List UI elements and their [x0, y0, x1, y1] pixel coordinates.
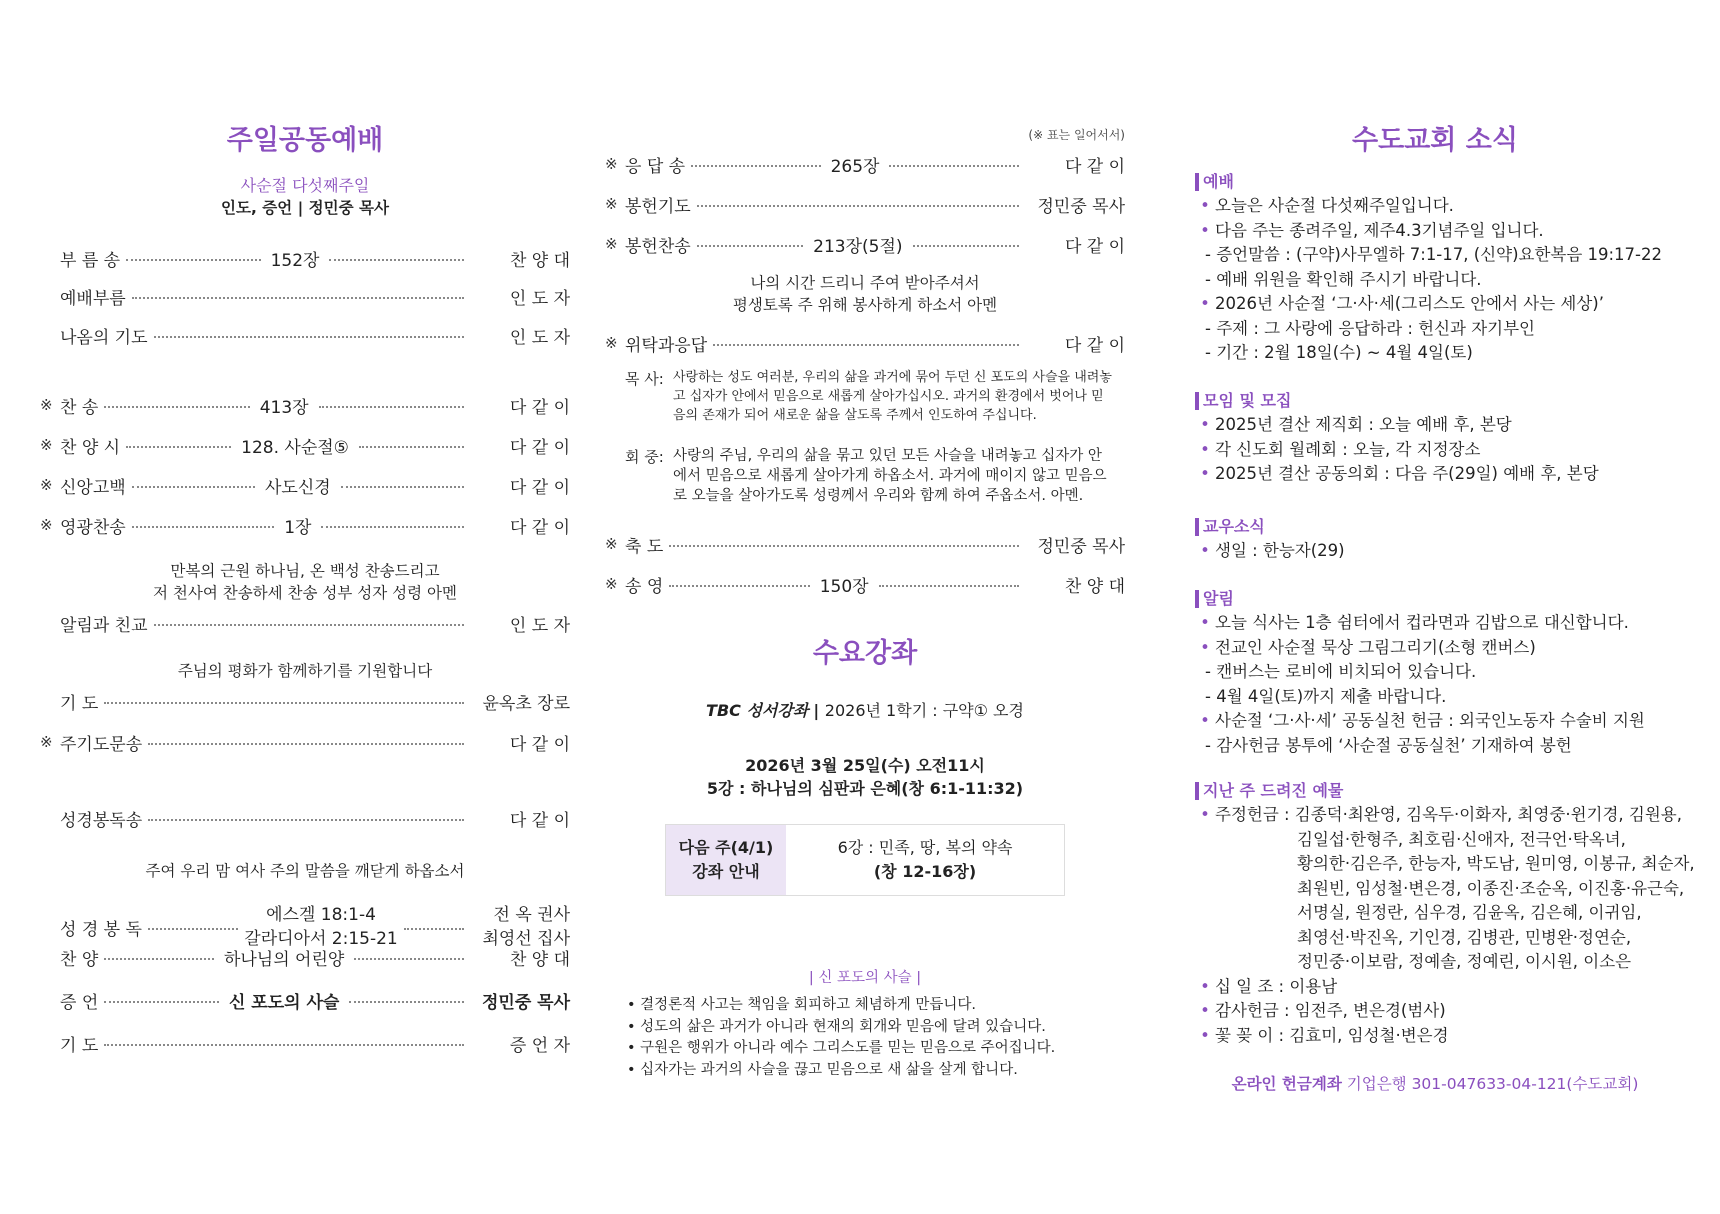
bullet-icon: • [1200, 1001, 1210, 1020]
order-row [605, 191, 1125, 217]
news-line [1195, 684, 1675, 709]
news-text: - 감사헌금 봉투에 ‘사순절 공동실천’ 기재하여 봉헌 [1205, 735, 1572, 755]
reading-reader-1: 전 옥 권사 [493, 905, 570, 925]
stand-mark: ※ [605, 195, 618, 213]
order-label: 기 도 [60, 693, 99, 714]
news-line [1195, 827, 1675, 852]
order-label: 축 도 [625, 536, 664, 557]
news-section-heading: 알림 [1195, 590, 1234, 608]
stand-mark: ※ [40, 516, 53, 534]
order-person: 증 언 자 [509, 1035, 570, 1056]
news-text: 전교인 사순절 묵상 그림그리기(소형 캔버스) [1215, 637, 1536, 657]
lecture-heading: TBC 성서강좌 | 2026년 1학기 : 구약① 오경 [706, 701, 1024, 720]
news-text: 꽃 꽂 이 : 김효미, 임성철·변은경 [1215, 1025, 1449, 1045]
scripture-prayer: 주여 우리 맘 여사 주의 말씀을 깨닫게 하옵소서 [145, 862, 465, 880]
news-line [1195, 851, 1695, 876]
bullet-icon: • [1200, 711, 1210, 730]
bullet-icon: • [1200, 294, 1210, 313]
stand-note: (※ 표는 일어서서) [1028, 128, 1125, 142]
news-line [1195, 708, 1675, 733]
news-line [1195, 802, 1682, 827]
news-text: 다음 주는 종려주일, 제주4.3기념주일 입니다. [1215, 220, 1544, 240]
news-line [1195, 316, 1675, 341]
order-row [40, 512, 570, 538]
news-text: 십 일 조 : 이용남 [1215, 976, 1338, 996]
order-row [40, 688, 570, 714]
news-text: - 기간 : 2월 18일(수) ~ 4월 4일(토) [1205, 343, 1473, 362]
bullet-icon: • [1200, 220, 1210, 240]
sermon-point: • 성도의 삶은 과거가 아니라 현재의 회개와 믿음에 달려 있습니다. [627, 1018, 1046, 1035]
news-text: 사순절 ‘그·사·세’ 공동실천 헌금 : 외국인노동자 수술비 지원 [1215, 711, 1645, 730]
order-label: 영광찬송 [60, 517, 126, 538]
lecture-date: 2026년 3월 25일(수) 오전11시 [745, 756, 985, 775]
order-label: 예배부름 [60, 288, 126, 309]
offering-line-2: 평생토록 주 위해 봉사하게 하소서 아멘 [732, 296, 998, 314]
news-text: 주정헌금 : 김종덕·최완영, 김옥두·이화자, 최영중·윈기경, 김원용, [1215, 805, 1682, 824]
sermon-box-title: | 신 포도의 사슬 | [808, 970, 922, 986]
news-text: - 증언말씀 : (구약)사무엘하 7:1-17, (신약)요한복음 19:17-22 [1205, 245, 1663, 264]
news-text: 2025년 결산 공동의회 : 다음 주(29일) 예배 후, 본당 [1215, 464, 1599, 483]
order-person: 다 같 이 [1064, 156, 1126, 177]
order-person: 정민중 목사 [1037, 536, 1125, 557]
order-row [40, 283, 570, 309]
order-row [40, 729, 570, 755]
gloria-line-2: 저 천사여 찬송하세 찬송 성부 성자 성령 아멘 [152, 584, 457, 602]
news-line [1195, 635, 1675, 660]
news-line [1195, 437, 1675, 462]
news-section-heading: 지난 주 드려진 예물 [1195, 782, 1343, 800]
stand-mark: ※ [40, 733, 53, 751]
reading-reader-2: 최영선 집사 [482, 929, 570, 949]
order-person: 인 도 자 [509, 288, 570, 309]
reading-ref-2: 갈라디아서 2:15-21 [244, 929, 398, 949]
order-person: 정민중 목사 [1037, 196, 1125, 217]
news-text: 최영선·박진옥, 기인경, 김병관, 민병완·정연순, [1297, 927, 1632, 947]
worship-leader: 인도, 증언 | 정민중 목사 [221, 199, 389, 217]
news-text: 오늘은 사순절 다섯째주일입니다. [1215, 196, 1454, 215]
news-line [1195, 925, 1675, 950]
order-label: 찬 양 시 [60, 437, 121, 458]
news-text: 정민중·이보람, 정예솔, 정예린, 이시원, 이소은 [1297, 952, 1632, 971]
news-section-heading: 예배 [1195, 173, 1234, 191]
news-text: 각 신도회 월례회 : 오늘, 각 지정장소 [1215, 439, 1481, 459]
order-label: 주기도문송 [60, 734, 143, 755]
account-value: 기업은행 301-047633-04-121(수도교회) [1346, 1075, 1639, 1093]
order-value: 213장(5절) [813, 236, 903, 257]
order-label: 증 언 [60, 992, 99, 1013]
lecture-topic: 5강 : 하나님의 심판과 은혜(창 6:1-11:32) [706, 779, 1024, 798]
news-section-heading: 교우소식 [1195, 518, 1265, 536]
news-text: 황의한·김은주, 한능자, 박도남, 원미영, 이봉규, 최순자, [1297, 854, 1695, 873]
order-value: 150장 [819, 576, 869, 597]
order-person: 다 같 이 [509, 517, 571, 538]
stand-mark: ※ [40, 436, 53, 454]
worship-subtitle: 사순절 다섯째주일 [240, 176, 370, 195]
pastor-label: 목 사: [625, 370, 664, 388]
order-row [40, 944, 570, 970]
stand-mark: ※ [605, 535, 618, 553]
news-line [1195, 461, 1675, 486]
news-line [1195, 340, 1675, 365]
news-title: 수도교회 소식 [1352, 125, 1518, 156]
stand-mark: ※ [605, 235, 618, 253]
news-line [1195, 949, 1675, 974]
congregation-label: 회 중: [625, 448, 664, 466]
congregation-text: 사랑의 주님, 우리의 삶을 묶고 있던 모든 사슬을 내려놓고 십자가 안에서 믿음으로 새롭게 살아가게 하옵소서. 과거에 매이지 않고 믿음으로 오늘을 살아가도록 성령께서 우리와 함께 하여 주옵소서. 아멘. [673, 448, 1107, 504]
order-row [40, 472, 570, 498]
account-label: 온라인 헌금계좌 [1231, 1075, 1342, 1093]
news-text: 서명실, 원정란, 심우경, 김윤옥, 김은혜, 이귀임, [1297, 903, 1642, 922]
news-text: 최원빈, 임성철·변은경, 이종진·조순옥, 이진홍·유근숙, [1297, 878, 1685, 898]
account-line [1195, 1072, 1675, 1094]
order-row [40, 610, 570, 636]
news-line [1195, 900, 1675, 925]
order-row [40, 245, 570, 271]
sermon-point: • 결정론적 사고는 책임을 회피하고 체념하게 만듭니다. [627, 997, 976, 1013]
order-person: 찬 양 대 [509, 949, 571, 970]
bullet-icon: • [1200, 976, 1210, 996]
peace-text: 주님의 평화가 함께하기를 기원합니다 [177, 662, 433, 680]
worship-title: 주일공동예배 [226, 125, 384, 156]
news-line [1195, 291, 1675, 316]
news-line [1195, 733, 1675, 758]
bullet-icon: • [1200, 805, 1210, 824]
news-line [1195, 610, 1675, 635]
gloria-line-1: 만복의 근원 하나님, 온 백성 찬송드리고 [170, 562, 440, 580]
order-person: 다 같 이 [509, 397, 570, 418]
order-value: 152장 [270, 250, 320, 271]
news-line [1195, 218, 1675, 243]
bullet-icon: • [1200, 439, 1210, 459]
order-person: 찬 양 대 [1064, 576, 1125, 597]
pastor-text: 사랑하는 성도 여러분, 우리의 삶을 과거에 묶어 두던 신 포도의 사슬을 내려놓고 십자가 안에서 믿음으로 새롭게 살아가십시오. 과거의 환경에서 벗어나 믿음의 존재가 되어 새로운 삶을 살도록 주께서 인도하여 주십니다. [673, 370, 1112, 423]
news-text: - 주제 : 그 사랑에 응답하라 : 헌신과 자기부인 [1205, 318, 1535, 338]
news-line [1195, 876, 1685, 901]
order-person: 정민중 목사 [481, 992, 570, 1013]
order-label: 부 름 송 [60, 250, 121, 271]
order-person: 다 같 이 [509, 734, 570, 755]
bullet-icon: • [1200, 415, 1210, 434]
commission-row: ※ 위탁과응답 다 같 이 [605, 330, 1125, 356]
order-row [40, 1030, 570, 1056]
next-lecture-topic: 6강 : 민족, 땅, 복의 약속 (창 12-16장) [837, 838, 1013, 881]
next-lecture-label: 다음 주(4/1) 강좌 안내 [666, 825, 786, 895]
order-person: 찬 양 대 [509, 250, 571, 271]
order-value: 128. 사순절⑤ [241, 437, 349, 458]
reading-label: 성 경 봉 독 [60, 919, 142, 940]
congregation-block [625, 446, 1115, 506]
next-lecture-box [665, 824, 1065, 896]
news-section-heading: 모임 및 모집 [1195, 392, 1291, 410]
news-text: - 4월 4일(토)까지 제출 바랍니다. [1205, 686, 1447, 706]
order-row [40, 805, 570, 831]
news-line [1195, 242, 1675, 267]
sermon-point: • 십자가는 과거의 사슬을 끊고 믿음으로 새 삶을 살게 합니다. [627, 1061, 1018, 1078]
order-row [605, 571, 1125, 597]
commission-right: 다 같 이 [1064, 335, 1125, 356]
order-value: 265장 [830, 156, 880, 177]
order-value: 신 포도의 사슬 [228, 992, 340, 1013]
reading-ref-1: 에스겔 18:1-4 [266, 905, 376, 925]
order-label: 찬 송 [60, 397, 99, 418]
news-text: - 캔버스는 로비에 비치되어 있습니다. [1205, 662, 1477, 681]
order-label: 나옴의 기도 [60, 327, 148, 348]
order-row [605, 531, 1125, 557]
order-value: 1장 [284, 517, 312, 538]
stand-mark: ※ [605, 575, 618, 593]
bullet-icon: • [1200, 637, 1210, 657]
commission-label: 위탁과응답 [625, 335, 708, 356]
order-row [40, 392, 570, 418]
news-text: 김일섭·한형주, 최호림·신애자, 전극언·탁옥녀, [1297, 829, 1626, 849]
order-row [605, 231, 1125, 257]
order-person: 다 같 이 [509, 437, 570, 458]
offering-line-1: 나의 시간 드리니 주여 받아주셔서 [750, 274, 980, 292]
news-line [1195, 974, 1675, 999]
news-text: 오늘 식사는 1층 쉼터에서 컵라면과 김밥으로 대신합니다. [1215, 613, 1629, 632]
bullet-icon: • [1200, 464, 1210, 483]
order-label: 신앙고백 [60, 477, 126, 498]
news-text: 2026년 사순절 ‘그·사·세(그리스도 안에서 사는 세상)’ [1215, 294, 1604, 313]
bullet-icon: • [1200, 613, 1210, 632]
order-person: 인 도 자 [509, 327, 570, 348]
order-row [40, 987, 570, 1013]
news-line [1195, 998, 1675, 1023]
lecture-term: 2026년 1학기 : 구약① 오경 [824, 701, 1024, 720]
order-label: 응 답 송 [625, 156, 686, 177]
sermon-point: • 구원은 행위가 아니라 예수 그리스도를 믿는 믿음으로 주어집니다. [627, 1040, 1056, 1056]
order-value: 하나님의 어린양 [223, 949, 345, 970]
news-text: - 예배 위원을 확인해 주시기 바랍니다. [1205, 269, 1482, 289]
news-line [1195, 538, 1675, 563]
order-value: 413장 [259, 397, 309, 418]
sermon-points [627, 995, 1125, 1081]
news-line [1195, 412, 1675, 437]
order-row [40, 322, 570, 348]
bullet-icon: • [1200, 541, 1210, 560]
order-person: 윤옥초 장로 [482, 693, 570, 714]
order-label: 송 영 [625, 576, 664, 597]
news-line [1195, 267, 1675, 292]
bullet-icon: • [1200, 196, 1210, 215]
news-text: 감사헌금 : 임전주, 변은경(범사) [1215, 1001, 1446, 1020]
order-person: 다 같 이 [509, 810, 570, 831]
order-person: 인 도 자 [509, 615, 570, 636]
order-label: 성경봉독송 [60, 810, 143, 831]
order-label: 기 도 [60, 1035, 99, 1056]
order-row [40, 432, 570, 458]
lecture-brand: TBC 성서강좌 [706, 701, 809, 720]
order-person: 다 같 이 [1064, 236, 1126, 257]
order-label: 알림과 친교 [60, 615, 148, 636]
news-line [1195, 1023, 1675, 1048]
order-label: 봉헌찬송 [625, 236, 691, 257]
stand-mark: ※ [40, 476, 53, 494]
stand-mark: ※ [605, 155, 618, 173]
pastor-block [625, 368, 1115, 425]
stand-mark: ※ [40, 396, 53, 414]
order-label: 찬 양 [60, 949, 99, 970]
order-label: 봉헌기도 [625, 196, 691, 217]
news-line [1195, 659, 1675, 684]
order-person: 다 같 이 [509, 477, 570, 498]
news-text: 2025년 결산 제직회 : 오늘 예배 후, 본당 [1215, 415, 1512, 434]
lecture-title: 수요강좌 [812, 638, 918, 669]
news-text: 생일 : 한능자(29) [1215, 541, 1345, 560]
order-value: 사도신경 [265, 477, 331, 498]
news-line [1195, 193, 1675, 218]
order-row [605, 151, 1125, 177]
bullet-icon: • [1200, 1025, 1210, 1045]
